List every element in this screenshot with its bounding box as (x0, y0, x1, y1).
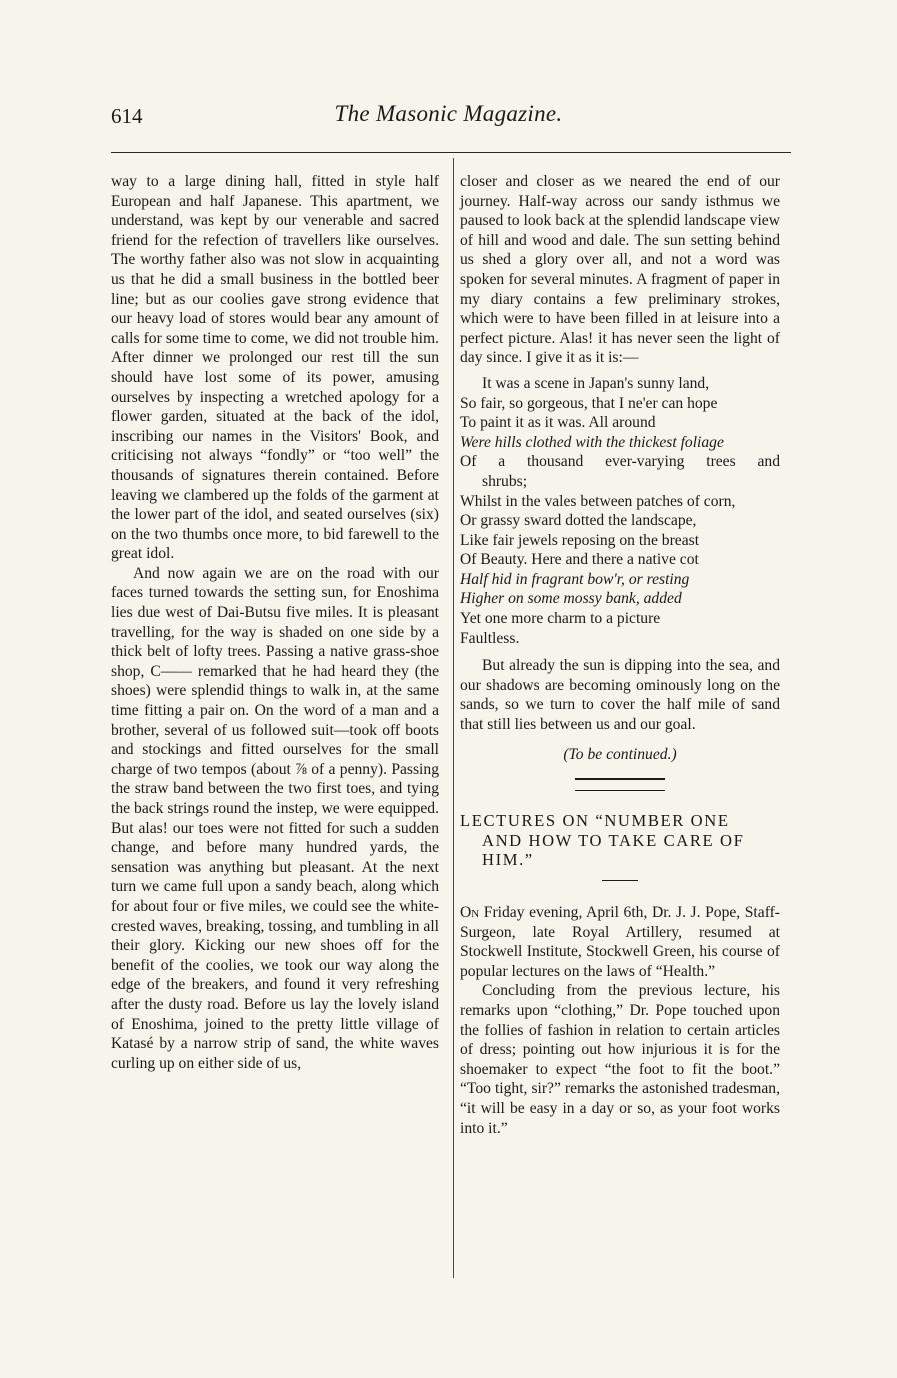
poem-line: So fair, so gorgeous, that I ne'er can hope (460, 394, 718, 412)
section-divider (575, 778, 665, 791)
running-title: The Masonic Magazine. (334, 101, 563, 126)
poem-line: Whilst in the vales between patches of corn, (460, 492, 736, 510)
poem-line: Like fair jewels reposing on the breast (460, 531, 700, 549)
right-paragraph-1: closer and closer as we neared the end of our journey. Half-way across our sandy isthmus we paused to look back at the splendid landscape view of hill and wood and dale. The sun setting behind us shed a glory over all, and not a word was spoken for several minutes. A fragment of paper in my diary contains a few preliminary strokes, which were to have been filled in at leisure into a perfect picture. Alas! it has never seen the light of day since. I give it as it is:— (460, 173, 780, 367)
poem-line: Higher on some mossy bank, added (460, 590, 682, 608)
poem-line: Were hills clothed with the thickest foliage (460, 433, 724, 451)
title-underline (602, 880, 638, 881)
column-divider (453, 158, 454, 1278)
poem-line: Half hid in fragrant bow'r, or resting (460, 570, 690, 588)
poem-line: Of Beauty. Here and there a native cot (460, 551, 699, 569)
article-paragraph-1-text: Friday evening, April 6th, Dr. J. J. Pope, Staff-Surgeon, late Royal Artillery, resumed at Stockwell Institute, Stockwell Green, his course of popular lectures on the laws of “Health.” (460, 904, 780, 980)
poem-line: Faultless. (460, 629, 520, 647)
article-title-line: AND HOW TO TAKE CARE OF (482, 830, 745, 850)
drop-lead: On (460, 904, 480, 921)
page-header (0, 0, 897, 160)
poem-line: shrubs; (482, 472, 528, 490)
right-paragraph-2: But already the sun is dipping into the sea, and our shadows are becoming ominously long on the sands, so we turn to cover the half mile of sand that still lies between us and our goal. (460, 657, 780, 734)
article-title-line: LECTURES ON “NUMBER ONE (460, 811, 730, 831)
page-number: 614 (111, 104, 143, 128)
article-title (460, 811, 780, 870)
to-be-continued: (To be continued.) (563, 745, 677, 763)
left-paragraph-1: way to a large dining hall, fitted in style half European and half Japanese. This apartment, we understand, was kept by our venerable and sacred friend for the refection of travellers like ourselves. The worthy father also was not slow in acquainting us that he did a small business in the bottled beer line; but as our coolies gave strong evidence that our heavy load of stores would bear any amount of calls for some time to come, we did not trouble him. After dinner we prolonged our rest till the sun should have lost some of its power, amusing ourselves by inspecting a wretched apology for a flower garden, situated at the back of the idol, inscribing our names in the Visitors' Book, and criticising not always “fondly” or “too well” the thousands of signatures therein contained. Before leaving we clambered up the folds of the garment at the lower part of the idol, and seated ourselves (six) on the two thumbs once more, to bid farewell to the great idol. (111, 173, 439, 563)
right-column (460, 172, 780, 1138)
header-rule (111, 152, 791, 153)
poem (460, 374, 780, 648)
left-paragraph-2: And now again we are on the road with our faces turned towards the setting sun, for Enoshima lies due west of Dai-Butsu five miles. It is pleasant travelling, for the way is shaded on one side by a thick belt of lofty trees. Passing a native grass-shoe shop, C—— remarked that he had heard they (the shoes) were splendid things to walk in, at the same time fitting a pair on. On the word of a man and a brother, several of us followed suit—took off boots and stockings and fitted ourselves for the small charge of two tempos (about ⅞ of a penny). Passing the straw band between the two first toes, and tying the back strings round the instep, we were equipped. But alas! our toes were not fitted for such a sudden change, and before many hundred yards, the sensation was anything but pleasant. At the next turn we came full upon a sandy beach, along which for about four or five miles, we could see the white-crested waves, breaking, tossing, and tumbling in all their glory. Kicking our new shoes off for the benefit of the coolies, we took our way along the edge of the breakers, and found it very refreshing after the dusty road. Before us lay the lovely island of Enoshima, joined to the pretty little village of Katasé by a narrow strip of sand, the white waves curling up on either side of us, (111, 564, 439, 1072)
article-title-line: HIM.” (482, 850, 534, 870)
article-paragraph-2: Concluding from the previous lecture, his remarks upon “clothing,” Dr. Pope touched upon the follies of fashion in relation to certain articles of dress; pointing out how injurious it is for the shoemaker to expect “the foot to fit the boot.” “Too tight, sir?” remarks the astonished tradesman, “it will be easy in a day or so, as your foot works into it.” (460, 982, 780, 1137)
poem-line: Yet one more charm to a picture (460, 610, 661, 628)
poem-line: Of a thousand ever-varying trees and (460, 453, 780, 471)
poem-line: It was a scene in Japan's sunny land, (482, 374, 710, 392)
poem-line: To paint it as it was. All around (460, 414, 656, 432)
left-column (111, 172, 439, 1073)
poem-line: Or grassy sward dotted the landscape, (460, 512, 697, 530)
article-paragraph-1 (460, 903, 780, 981)
